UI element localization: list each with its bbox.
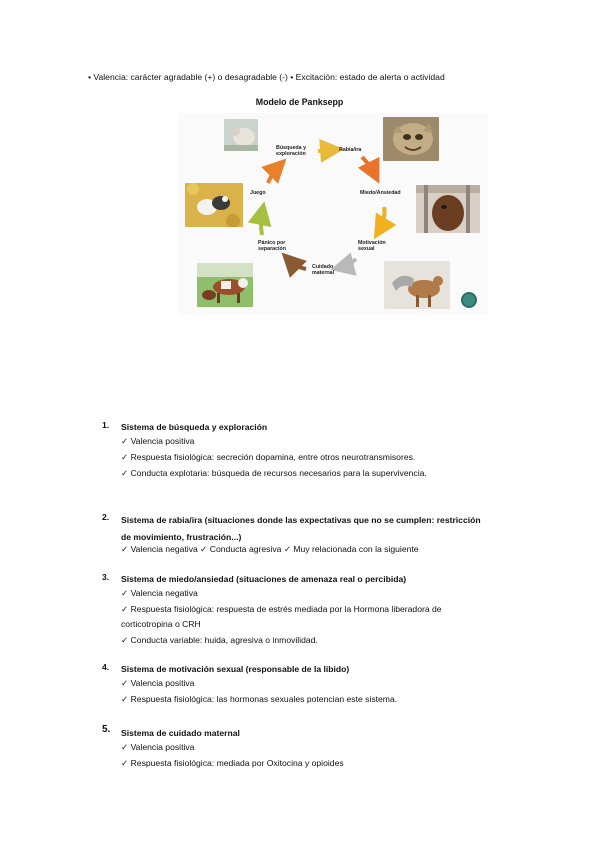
item-line: ✓ Valencia negativa (121, 588, 198, 598)
item-number: 3. (102, 572, 110, 582)
item-title: Sistema de cuidado maternal (121, 728, 240, 738)
item-line: ✓ Conducta variable: huida, agresiva o inmovilidad. (121, 635, 318, 645)
item-line: ✓ Respuesta fisiológica: las hormonas sexuales potencian este sistema. (121, 694, 398, 704)
arrow-panico-juego (261, 213, 262, 235)
item-number: 2. (102, 512, 110, 522)
item-title: Sistema de miedo/ansiedad (situaciones de amenaza real o percibida) (121, 574, 407, 584)
node-miedo: Miedo/Ansiedad (360, 190, 401, 196)
item-line: ✓ Valencia negativa ✓ Conducta agresiva ✓ Muy relacionada con la siguiente (121, 544, 419, 554)
node-juego: Juego (250, 190, 266, 196)
item-number: 1. (102, 420, 110, 430)
node-rabia: Rabia/ira (339, 147, 362, 153)
node-panico: Pánico por separación (258, 240, 286, 252)
item-line: ✓ Conducta explotaria: búsqueda de recursos necesarios para la supervivencia. (121, 468, 427, 478)
arrow-cuidado-panico (290, 261, 306, 269)
arrow-miedo-motivacion (380, 207, 385, 229)
item-line: ✓ Respuesta fisiológica: respuesta de estrés mediada por la Hormona liberadora de (121, 604, 442, 614)
item-title: Sistema de búsqueda y exploración (121, 422, 268, 432)
item-line: ✓ Respuesta fisiológica: mediada por Oxitocina y opioides (121, 758, 344, 768)
figure-title: Modelo de Panksepp (255, 97, 344, 107)
arrow-rabia-miedo (362, 157, 374, 173)
node-motivacion: Motivación sexual (358, 240, 386, 252)
arrow-juego-busqueda (268, 167, 278, 183)
node-busqueda: Búsqueda y exploración (276, 145, 307, 157)
item-line: ✓ Valencia positiva (121, 742, 195, 752)
item-number: 4. (102, 662, 110, 672)
item-line: corticotropina o CRH (121, 619, 201, 629)
node-cuidado: Cuidado maternal (312, 264, 335, 276)
item-number: 5. (102, 724, 111, 735)
item-line: ✓ Respuesta fisiológica: secreción dopamina, entre otros neurotransmisores. (121, 452, 416, 462)
item-title: Sistema de motivación sexual (responsable de la libido) (121, 664, 350, 674)
item-line: ✓ Valencia positiva (121, 436, 195, 446)
cycle-arrows (178, 113, 488, 315)
item-line: ✓ Valencia positiva (121, 678, 195, 688)
item-title: Sistema de rabia/ira (situaciones donde las expectativas que no se cumplen: restricción de movimiento, frustración...) (121, 515, 481, 542)
panksepp-diagram (178, 113, 488, 315)
intro-line: • Valencia: carácter agradable (+) o desagradable (-) • Excitación: estado de alerta o actividad (88, 72, 445, 82)
